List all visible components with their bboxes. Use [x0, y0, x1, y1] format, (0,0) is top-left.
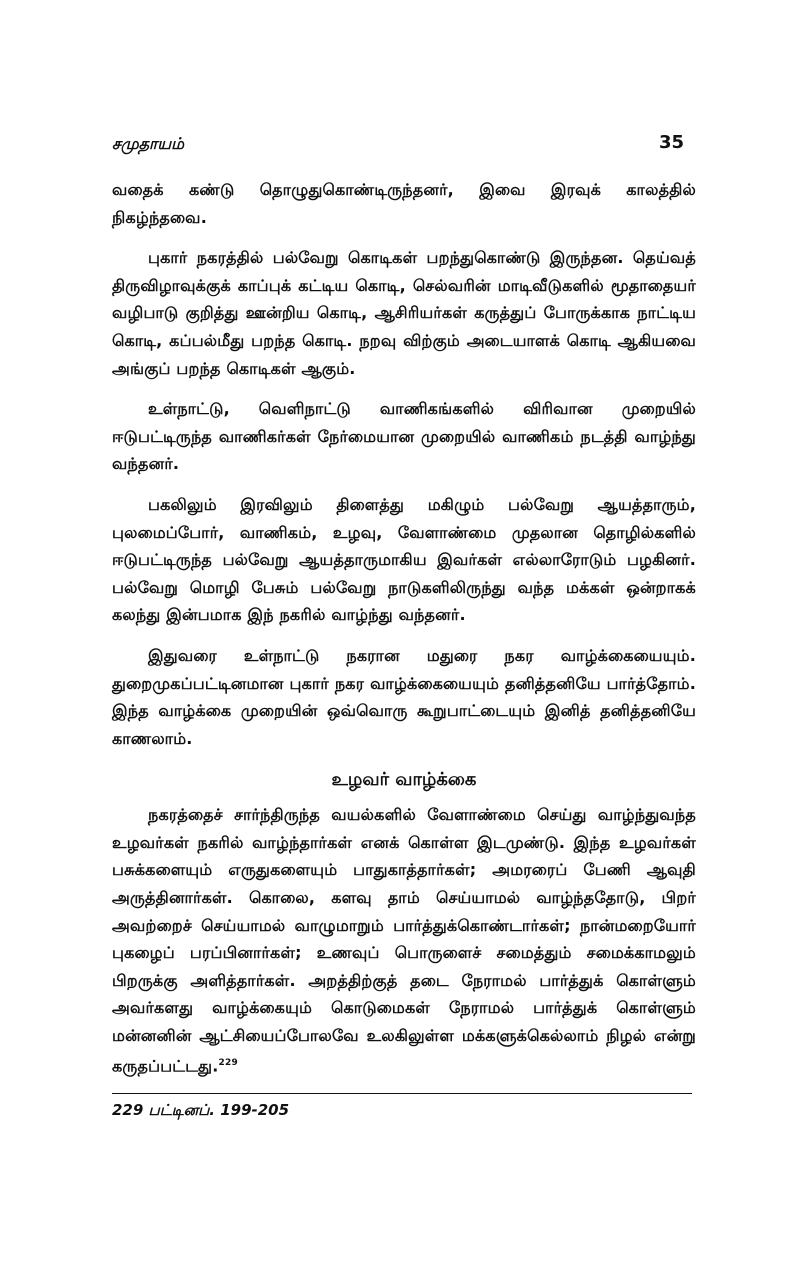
footnote-divider — [112, 1093, 692, 1094]
running-head — [112, 134, 684, 158]
running-title: சமுதாயம் — [112, 134, 184, 153]
paragraph-farmers — [112, 801, 696, 1079]
footnote: 229 பட்டினப். 199-205 — [112, 1100, 290, 1119]
paragraph-guilds: பகலிலும் இரவிலும் திளைத்து மகிழும் பல்வேறு ஆயத்தாரும், புலமைப்போர், வாணிகம், உழவு, வேளாண்மை முதலான தொழில்களில் ஈடுபட்டிருந்த பல்வேறு ஆயத்தாருமாகிய இவர்கள் எல்லாரோடும் பழகினர். பல்வேறு மொழி பேசும் பல்வேறு நாடுகளிலிருந்து வந்த மக்கள் ஒன்றாகக் கலந்து இன்பமாக இந் நகரில் வாழ்ந்து வந்தனர். — [112, 494, 696, 625]
page-number: 35 — [658, 132, 684, 153]
paragraph-summary: இதுவரை உள்நாட்டு நகரான மதுரை நகர வாழ்க்கையையும். துறைமுகப்பட்டினமான புகார் நகர வாழ்க்கையையும் தனித்தனியே பார்த்தோம். இந்த வாழ்க்கை முறையின் ஒவ்வொரு கூறுபாட்டையும் இனித் தனித்தனியே காணலாம். — [112, 645, 696, 748]
section-heading: உழவர் வாழ்க்கை — [331, 769, 477, 791]
paragraph-farmers-text: நகரத்தைச் சார்ந்திருந்த வயல்களில் வேளாண்மை செய்து வாழ்ந்துவந்த உழவர்கள் நகரில் வாழ்ந்தார்கள் எனக் கொள்ள இடமுண்டு. இந்த உழவர்கள் பசுக்களையும் எருதுகளையும் பாதுகாத்தார்கள்; அமரரைப் பேணி ஆவுதி அருத்தினார்கள். கொலை, களவு தாம் செய்யாமல் வாழ்ந்ததோடு, பிறர் அவற்றைச் செய்யாமல் வாழுமாறும் பார்த்துக்கொண்டார்கள்; நான்மறையோர் புகழைப் பரப்பினார்கள்; உணவுப் பொருளைச் சமைத்தும் சமைக்காமலும் பிறருக்கு அளித்தார்கள். அறத்திற்குத் தடை நேராமல் பார்த்துக் கொள்ளும் அவர்களது வாழ்க்கையும் கொடுமைகள் நேராமல் பார்த்துக் கொள்ளும் மன்னனின் ஆட்சியைப்போலவே உலகிலுள்ள மக்களுக்கெல்லாம் நிழல் என்று கருதப்பட்டது. — [112, 805, 696, 1075]
footnote-marker: 229 — [218, 1057, 238, 1068]
paragraph-flags: புகார் நகரத்தில் பல்வேறு கொடிகள் பறந்துகொண்டு இருந்தன. தெய்வத் திருவிழாவுக்குக் காப்புக் கட்டிய கொடி, செல்வரின் மாடிவீடுகளில் மூதாதையர் வழிபாடு குறித்து ஊன்றிய கொடி, ஆசிரியர்கள் கருத்துப் போருக்காக நாட்டிய கொடி, கப்பல்மீது பறந்த கொடி. நறவு விற்கும் அடையாளக் கொடி ஆகியவை அங்குப் பறந்த கொடிகள் ஆகும். — [112, 248, 696, 378]
paragraph-traders: உள்நாட்டு, வெளிநாட்டு வாணிகங்களில் விரிவான முறையில் ஈடுபட்டிருந்த வாணிகர்கள் நேர்மையான முறையில் வாணிகம் நடத்தி வாழ்ந்து வந்தனர். — [112, 399, 696, 474]
page-body — [112, 176, 696, 1121]
paragraph-continuation: வதைக் கண்டு தொழுதுகொண்டிருந்தனர், இவை இரவுக் காலத்தில் நிகழ்ந்தவை. — [112, 180, 696, 227]
